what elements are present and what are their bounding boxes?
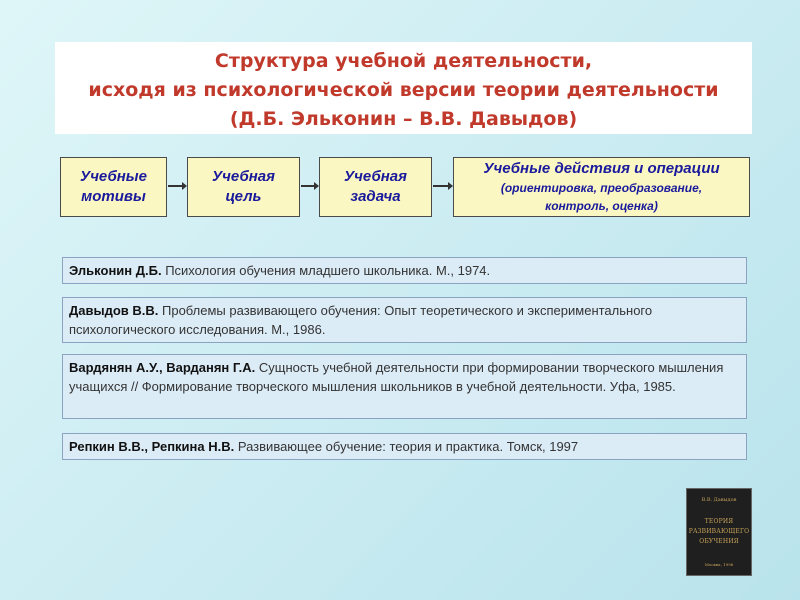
- flow-box-actions-title: Учебные действия и операции: [483, 160, 720, 177]
- flow-box-goal-label: Учебная цель: [212, 168, 275, 205]
- title-line-3: (Д.Б. Эльконин – В.В. Давыдов): [229, 108, 578, 130]
- title-line-1: Структура учебной деятельности,: [214, 50, 593, 72]
- reference-text: Проблемы развивающего обучения: Опыт теоретического и экспериментального психологического исследования. М., 1986.: [69, 303, 653, 337]
- book-author: В.В. Давыдов: [701, 497, 737, 503]
- arrow-2: [301, 185, 317, 187]
- reference-text: Сущность учебной деятельности при формировании творческого мышления учащихся // Формирование творческого мышления школьников в учебной деятельности. Уфа, 1985.: [69, 360, 724, 394]
- arrow-3: [433, 185, 451, 187]
- book-title: ТЕОРИЯ РАЗВИВАЮЩЕГО ОБУЧЕНИЯ: [688, 518, 750, 545]
- reference-item: [62, 433, 747, 460]
- book-imprint: Москва, 1996: [704, 562, 734, 567]
- title-line-2: исходя из психологической версии теории деятельности: [88, 79, 719, 101]
- title-box: [55, 42, 752, 134]
- reference-item: [62, 354, 747, 419]
- reference-author: Репкин В.В., Репкина Н.В.: [69, 439, 235, 454]
- reference-text: Развивающее обучение: теория и практика. Томск, 1997: [234, 439, 579, 454]
- reference-text: Психология обучения младшего школьника. М., 1974.: [161, 263, 491, 278]
- flow-box-actions-subtitle: (ориентировка, преобразование, контроль, оценка): [500, 181, 703, 213]
- flow-box-motives-label: Учебные мотивы: [80, 168, 147, 205]
- book-cover-image: [686, 488, 752, 576]
- reference-author: Вардянян А.У., Варданян Г.А.: [69, 360, 256, 375]
- reference-author: Давыдов В.В.: [69, 303, 159, 318]
- arrow-1: [168, 185, 185, 187]
- reference-item: [62, 297, 747, 343]
- flow-box-task: [319, 157, 432, 217]
- reference-item: [62, 257, 747, 284]
- flow-box-actions: [453, 157, 750, 217]
- reference-author: Эльконин Д.Б.: [69, 263, 162, 278]
- flow-box-goal: [187, 157, 300, 217]
- flow-box-task-label: Учебная задача: [344, 168, 407, 205]
- flow-box-motives: [60, 157, 167, 217]
